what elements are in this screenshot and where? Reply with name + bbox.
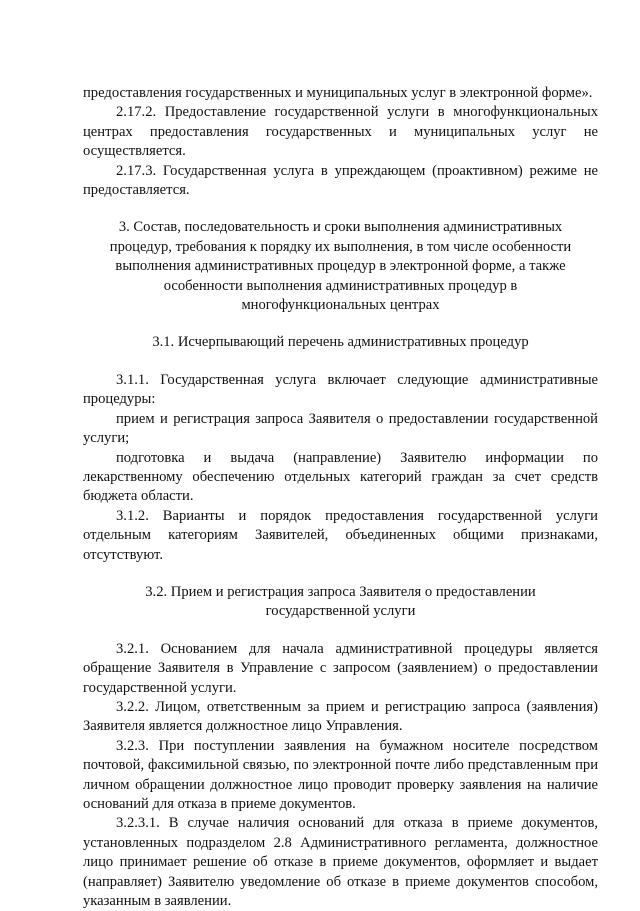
paragraph-procedure-1: прием и регистрация запроса Заявителя о предоставлении государственной услуги; xyxy=(83,410,598,447)
subsection-3-2-title: 3.2. Прием и регистрация запроса Заявителя о предоставлении государственной услуги xyxy=(145,583,536,620)
subsection-3-1-title: 3.1. Исчерпывающий перечень административных процедур xyxy=(152,334,529,351)
subsection-3-1-heading-block xyxy=(83,333,598,352)
paragraph-3-1-2: 3.1.2. Варианты и порядок предоставления государственной услуги отдельным категориям Заявителей, объединенных общими признаками, отсутствуют. xyxy=(83,507,598,563)
paragraph-2-17-2: 2.17.2. Предоставление государственной услуги в многофункциональных центрах предоставления государственных и муниципальных услуг не осуществляется. xyxy=(83,104,598,160)
section-3-title: 3. Состав, последовательность и сроки выполнения административных процедур, требования к порядку их выполнения, в том числе особенности выполнения административных процедур в электронной форме, а также особенности выполнения административных процедур в многофункциональных центрах xyxy=(109,219,572,314)
paragraph-3-2-2: 3.2.2. Лицом, ответственным за прием и регистрацию запроса (заявления) Заявителя является должностное лицо Управления. xyxy=(83,698,598,735)
paragraph-continuation: предоставления государственных и муниципальных услуг в электронной форме». xyxy=(83,85,593,101)
document-body xyxy=(83,84,598,911)
section-3-heading-block xyxy=(83,218,598,315)
subsection-3-2-heading-block xyxy=(83,583,598,622)
paragraph-3-2-3: 3.2.3. При поступлении заявления на бумажном носителе посредством почтовой, факсимильной связью, по электронной почте либо представленным при личном обращении должностное лицо проводит проверку заявления на наличие оснований для отказа в приеме документов. xyxy=(83,737,598,812)
paragraph-procedure-2: подготовка и выдача (направление) Заявителю информации по лекарственному обеспечению отдельных категорий граждан за счет средств бюджета области. xyxy=(83,449,598,505)
paragraph-3-1-1: 3.1.1. Государственная услуга включает следующие административные процедуры: xyxy=(83,371,598,408)
paragraph-2-17-3: 2.17.3. Государственная услуга в упреждающем (проактивном) режиме не предоставляется. xyxy=(83,162,598,199)
paragraph-3-2-1: 3.2.1. Основанием для начала административной процедуры является обращение Заявителя в Управление с запросом (заявлением) о предоставлении государственной услуги. xyxy=(83,640,598,696)
paragraph-3-2-3-1: 3.2.3.1. В случае наличия оснований для отказа в приеме документов, установленных подразделом 2.8 Административного регламента, должностное лицо принимает решение об отказе в приеме документов, оформляет и выдает (направляет) Заявителю уведомление об отказе в приеме документов способом, указанным в заявлении. xyxy=(83,815,598,910)
